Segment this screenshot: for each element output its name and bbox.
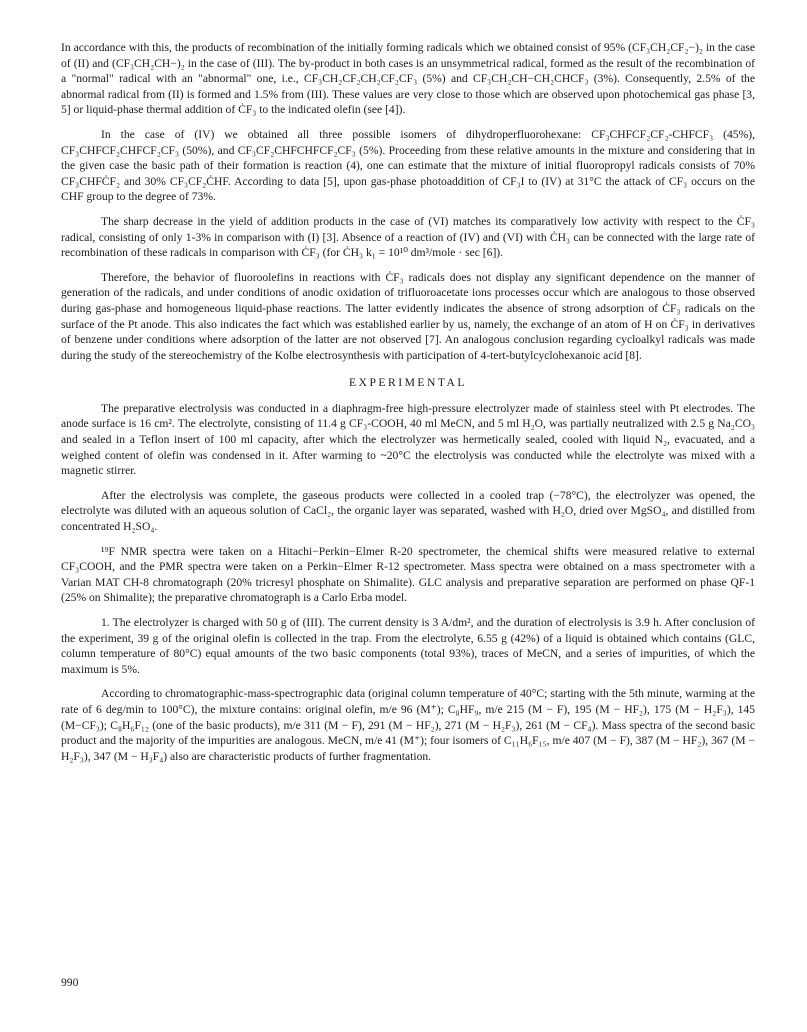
section-heading-experimental: EXPERIMENTAL	[349, 376, 467, 390]
paragraph-electrolysis-setup: The preparative electrolysis was conducted in a diaphragm-free high-pressure electrolyzer made of stainless steel with Pt electrodes. The anode surface is 16 cm². The electrolyte, consisting of 11.4 g CF₃-COOH, 40 ml MeCN, and 5 ml H₂O, was partially neutralized with 2.5 g Na₂CO₃ and sealed in a Teflon insert of 100 ml capacity, after which the electrolyzer was hermetically sealed, cooled with liquid N₂, evacuated, and a weighed content of olefin was condensed in it. After warming to ~20°C the electrolysis was conducted while the electrolyte was mixed with a magnetic stirrer.	[61, 401, 755, 478]
page-number: 990	[61, 976, 79, 989]
paragraph-instruments: ¹⁹F NMR spectra were taken on a Hitachi−Perkin−Elmer R-20 spectrometer, the chemical shifts were measured relative to external CF₃COOH, and the PMR spectra were taken on a Perkin−Elmer R-12 spectrometer. Mass spectra were obtained on a mass spectrometer with a Varian MAT CH-8 chromatograph (20% tricresyl phosphate on Shimalite). GLC analysis and preparative separation are performed on phase QF-1 (25% on Shimalite); the preparative chromatograph is a Carlo Erba model.	[61, 544, 755, 605]
page-body	[61, 40, 755, 773]
paragraph-recombination: In accordance with this, the products of recombination of the initially forming radicals which we obtained consist of 95% (CF₃CH₂CF₂−)₂ in the case of (II) and (CF₃CH₂CH−)₂ in the case of (III). The by-product in both cases is an unsymmetrical radical, formed as the result of the recombination of a "normal" radical with an "abnormal" one, i.e., CF₃CH₂CF₂CH₂CF₂CF₃ (5%) and CF₃CH₂CH−CH₂CHCF₃ (3%). Consequently, 2.5% of the abnormal radical from (II) is formed and 1.5% from (III). These values are very close to those which are observed upon photochemical gas phase [3, 5] or liquid-phase thermal addition of ĊF₃ to the indicated olefin (see [4]).	[61, 41, 755, 117]
paragraph-isomers: In the case of (IV) we obtained all three possible isomers of dihydroperfluorohexane: CF₃CHFCF₂CF₂-CHFCF₃ (45%), CF₃CHFCF₂CHFCF₂CF₃ (50%), and CF₃CF₂CHFCHFCF₂CF₃ (5%). Proceeding from these relative amounts in the mixture and considering that in the given case the basic path of their formation is reaction (4), one can estimate that the mixture of initial fluoropropyl radicals consists of 70% CF₃CHFĊF₂ and 30% CF₃CF₂ĊHF. According to data [5], upon gas-phase photoaddition of CF₃I to (IV) at 31°C the attack of CF₃ occurs on the CHF group to the degree of 73%.	[61, 127, 755, 204]
paragraph-yield-decrease: The sharp decrease in the yield of addition products in the case of (VI) matches its comparatively low activity with respect to the ĊF₃ radical, consisting of only 1-3% in comparison with (I) [3]. Absence of a reaction of (IV) and (VI) with ĊH₃ can be connected with the large rate of recombination of these radicals in comparison with ĊF₃ (for ĊH₃ k₁ = 10¹⁰ dm³/mole · sec [6]).	[61, 214, 755, 260]
paragraph-workup: After the electrolysis was complete, the gaseous products were collected in a cooled trap (−78°C), the electrolyzer was opened, the electrolyte was diluted with an aqueous solution of CaCl₂, the organic layer was separated, washed with H₂O, dried over MgSO₄, and distilled from concentrated H₂SO₄.	[61, 488, 755, 534]
paragraph-conclusion: Therefore, the behavior of fluoroolefins in reactions with ĊF₃ radicals does not display any significant dependence on the manner of generation of the radicals, and under conditions of anodic oxidation of trifluoroacetate ions processes occur which are analogous to those observed during gas-phase and homogeneous liquid-phase reactions. The latter evidently indicates the absence of strong adsorption of ĊF₃ radicals on the surface of the Pt anode. This also indicates the fact which was established earlier by us, namely, the exchange of an atom of H on ĊF₃ in derivatives of benzene under conditions where adsorption of the latter are not observed [7]. An analogous conclusion regarding cycloalkyl radicals was made during the study of the stereochemistry of the Kolbe electrosynthesis with participation of 4-tert-butylcyclohexanoic acid [8].	[61, 270, 755, 362]
paragraph-mass-spectra: According to chromatographic-mass-spectrographic data (original column temperature of 40°C; starting with the 5th minute, warming at the rate of 6 deg/min to 100°C), the mixture contains: original olefin, m/e 96 (M⁺); C₈HF₉, m/e 215 (M − F), 195 (M − HF₂), 175 (M − H₂F₃), 145 (M−CF₃); C₈H₆F₁₂ (one of the basic products), m/e 311 (M − F), 291 (M − HF₂), 271 (M − H₂F₃), 261 (M − CF₄). Mass spectra of the second basic product and the majority of the impurities are analogous. MeCN, m/e 41 (M⁺); four isomers of C₁₁H₆F₁₅, m/e 407 (M − F), 387 (M − HF₂), 367 (M − H₂F₃), 347 (M − H₃F₄) also are characteristic products of further fragmentation.	[61, 687, 755, 763]
paragraph-experiment-1: 1. The electrolyzer is charged with 50 g of (III). The current density is 3 A/dm², and the duration of electrolysis is 3.9 h. After conclusion of the experiment, 39 g of the original olefin is collected in the trap. From the electrolyte, 6.55 g (42%) of a liquid is obtained which contains (GLC, column temperature of 80°C) equal amounts of the two basic components (total 93%), traces of MeCN, and a series of impurities, of which the maximum is 5%.	[61, 616, 755, 676]
